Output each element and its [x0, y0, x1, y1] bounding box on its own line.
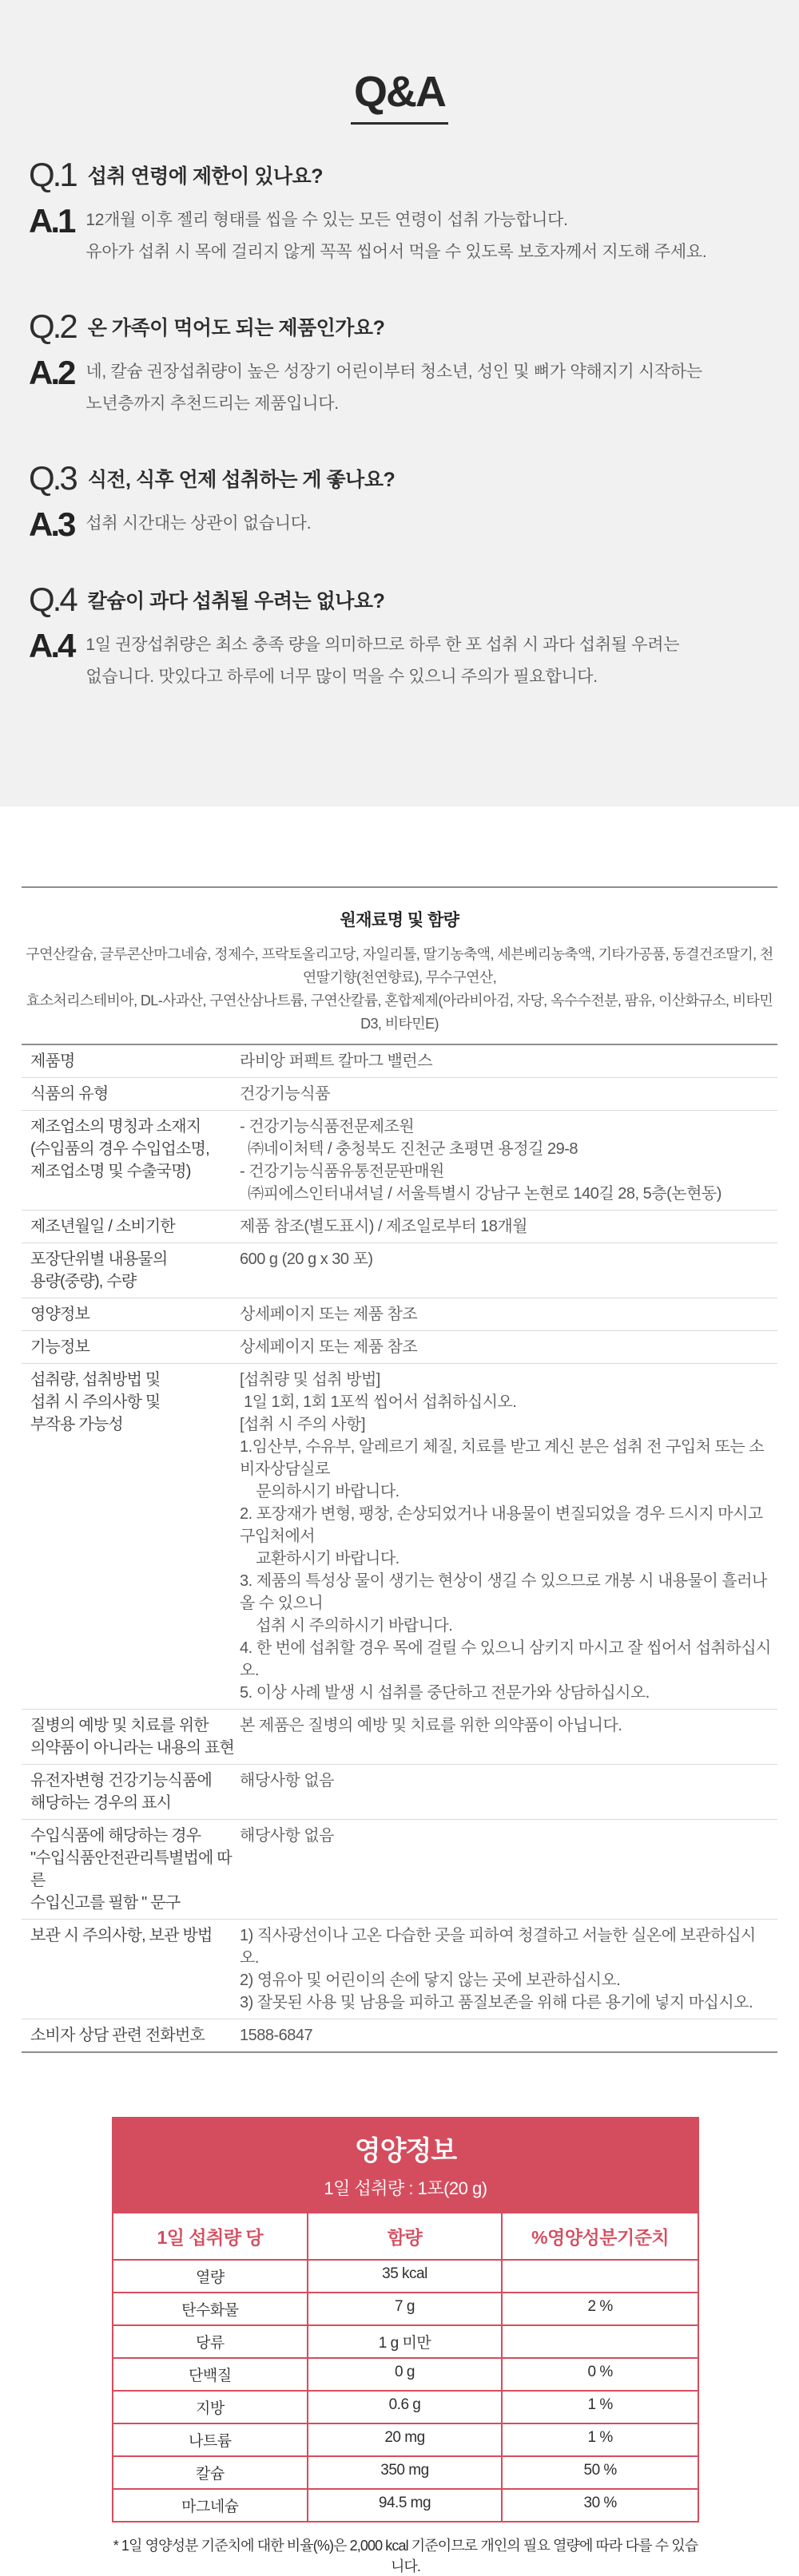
question-text: 섭취 연령에 제한이 있나요? [87, 165, 323, 188]
info-table-row [22, 1243, 777, 1298]
qa-answer-row [29, 629, 775, 693]
product-info-table [22, 1044, 777, 2053]
qa-question-row [29, 308, 775, 345]
info-value-line: 1588-6847 [240, 2027, 313, 2044]
qa-question-row [29, 581, 775, 618]
nutrition-cell-percent: 1 % [503, 2424, 698, 2457]
info-row-value [240, 1825, 777, 1914]
info-label-line: 제조업소명 및 수출국명) [30, 1163, 191, 1180]
nutrition-column-header: 함량 [308, 2213, 503, 2261]
answer-line: 12개월 이후 젤리 형태를 씹을 수 있는 모든 연령이 섭취 가능합니다. [85, 211, 568, 230]
info-table-row [22, 2019, 777, 2051]
info-value-line: ㈜네이처텍 / 충청북도 진천군 초평면 용정길 29-8 [240, 1140, 578, 1158]
info-row-value [240, 1369, 777, 1704]
answer-text [85, 356, 702, 420]
info-label-line: (수입품의 경우 수입업소명, [30, 1140, 209, 1158]
nutrition-cell-amount: 1 g 미만 [308, 2326, 503, 2359]
qa-answer-row [29, 356, 775, 420]
info-label-line: 부작용 가능성 [30, 1416, 123, 1433]
info-value-line: 섭취 시 주의하시기 바랍니다. [240, 1617, 453, 1635]
info-row-label [22, 1825, 240, 1914]
nutrition-header [112, 2117, 699, 2213]
info-value-line: 3. 제품의 특성상 물이 생기는 현상이 생길 수 있으므로 개봉 시 내용물이 흘러나올 수 있으니 [240, 1572, 767, 1612]
nutrition-cell-amount: 7 g [308, 2293, 503, 2326]
info-value-line: 본 제품은 질병의 예방 및 치료를 위한 의약품이 아닙니다. [240, 1717, 622, 1734]
answer-text [85, 508, 311, 540]
info-row-value [240, 1303, 777, 1326]
nutrition-cell-percent [503, 2326, 698, 2359]
info-table-row [22, 1765, 777, 1820]
info-row-value [240, 1116, 777, 1205]
info-label-line: 소비자 상담 관련 전화번호 [30, 2027, 205, 2044]
info-row-label [22, 1215, 240, 1238]
qa-answer-row [29, 204, 775, 268]
question-number: Q.3 [29, 459, 76, 497]
nutrition-cell-name: 칼슘 [113, 2457, 308, 2490]
info-label-line: 제조년월일 / 소비기한 [30, 1218, 175, 1235]
info-row-value [240, 1248, 777, 1293]
nutrition-title: 영양정보 [354, 2136, 457, 2166]
info-label-line: 영양정보 [30, 1306, 90, 1323]
nutrition-table [112, 2213, 699, 2522]
info-value-line: 4. 한 번에 섭취할 경우 목에 걸릴 수 있으니 삼키지 마시고 잘 씹어서 섭취하십시오. [240, 1639, 771, 1679]
info-table-row [22, 1045, 777, 1078]
info-label-line: 유전자변형 건강기능식품에 [30, 1772, 212, 1789]
info-row-label [22, 1248, 240, 1293]
info-value-line: 상세페이지 또는 제품 참조 [240, 1306, 418, 1323]
nutrition-cell-amount: 94.5 mg [308, 2490, 503, 2521]
question-number: Q.4 [29, 581, 76, 619]
qa-question-row [29, 157, 775, 193]
info-label-line: 식품의 유형 [30, 1085, 109, 1103]
info-label-line: 해당하는 경우의 표시 [30, 1794, 172, 1812]
info-row-value [240, 1215, 777, 1238]
info-value-line: 3) 잘못된 사용 및 남용을 피하고 품질보존을 위해 다른 용기에 넣지 마십시오. [240, 1994, 753, 2011]
info-table-row [22, 1920, 777, 2019]
info-row-value [240, 1714, 777, 1759]
nutrition-cell-name: 탄수화물 [113, 2293, 308, 2326]
info-value-line: 2) 영유아 및 어린이의 손에 닿지 않는 곳에 보관하십시오. [240, 1972, 621, 1989]
nutrition-cell-percent: 30 % [583, 2495, 617, 2511]
ingredients-title: 원재료명 및 함량 [340, 911, 459, 929]
info-value-line: [섭취량 및 섭취 방법] [240, 1371, 380, 1389]
answer-text [85, 629, 679, 693]
info-table-row [22, 1111, 777, 1211]
info-label-line: 제품명 [30, 1052, 75, 1070]
info-row-label [22, 1050, 240, 1072]
answer-line: 섭취 시간대는 상관이 없습니다. [85, 514, 312, 533]
info-row-label [22, 1369, 240, 1704]
info-value-line: 문의하시기 바랍니다. [240, 1483, 400, 1500]
info-label-line: 기능정보 [30, 1338, 90, 1356]
nutrition-cell-percent: 50 % [503, 2457, 698, 2490]
question-text: 식전, 식후 언제 섭취하는 게 좋나요? [87, 469, 396, 492]
ingredient-line: 효소처리스테비아, DL-사과산, 구연산삼나트륨, 구연산칼륨, 혼합제제(아라비아검, 자당, 옥수수전분, 팜유, 이산화규소, 비타민D3, 비타민E) [26, 993, 773, 1032]
info-value-line: 라비앙 퍼펙트 칼마그 밸런스 [240, 1052, 433, 1070]
info-value-line: 1) 직사광선이나 고온 다습한 곳을 피하여 청결하고 서늘한 실온에 보관하십시오. [240, 1927, 756, 1967]
answer-text [85, 204, 706, 268]
question-number: Q.1 [29, 156, 76, 194]
question-text: 칼슘이 과다 섭취될 우려는 없나요? [87, 590, 385, 613]
info-table-row [22, 1298, 777, 1331]
info-label-line: 제조업소의 명칭과 소재지 [30, 1118, 201, 1135]
info-table-row [22, 1211, 777, 1243]
info-label-line: 보관 시 주의사항, 보관 방법 [30, 1927, 213, 1944]
info-table-row [22, 1710, 777, 1765]
qa-list [0, 125, 799, 693]
answer-line: 노년층까지 추천드리는 제품입니다. [85, 394, 339, 414]
nutrition-cell-amount: 350 mg [308, 2457, 503, 2490]
nutrition-cell-percent: 2 % [503, 2293, 698, 2326]
info-row-label [22, 1116, 240, 1205]
nutrition-cell-name: 당류 [113, 2326, 308, 2359]
info-row-value [240, 2024, 777, 2047]
info-label-line: 수입신고를 필함 " 문구 [30, 1894, 181, 1912]
answer-number: A.1 [29, 202, 74, 240]
nutrition-footnote: * 1일 영양성분 기준치에 대한 비율(%)은 2,000 kcal 기준이므로 개인의 필요 열량에 따라 다를 수 있습니다. [113, 2538, 698, 2574]
nutrition-column-header: 1일 섭취량 당 [113, 2213, 308, 2261]
answer-line: 1일 권장섭취량은 최소 충족 량을 의미하므로 하루 한 포 섭취 시 과다 섭취될 우려는 [85, 636, 680, 655]
answer-line: 유아가 섭취 시 목에 걸리지 않게 꼭꼭 씹어서 먹을 수 있도록 보호자께서 지도해 주세요. [85, 243, 707, 262]
info-value-line: 해당사항 없음 [240, 1772, 334, 1789]
info-label-line: 포장단위별 내용물의 [30, 1250, 168, 1268]
info-value-line: - 건강기능식품유통전문판매원 [240, 1163, 444, 1180]
info-row-value [240, 1083, 777, 1105]
nutrition-cell-amount: 0.6 g [308, 2392, 503, 2424]
info-row-label [22, 1336, 240, 1358]
nutrition-cell-name: 단백질 [113, 2359, 308, 2392]
nutrition-cell-percent [503, 2261, 698, 2293]
question-number: Q.2 [29, 307, 76, 346]
info-value-line: 2. 포장재가 변형, 팽창, 손상되었거나 내용물이 변질되었을 경우 드시지 마시고 구입처에서 [240, 1505, 767, 1545]
info-value-line: 건강기능식품 [240, 1085, 330, 1103]
qa-section-title: Q&A [354, 68, 445, 116]
info-table-row [22, 1331, 777, 1364]
nutrition-cell-name: 나트륨 [113, 2424, 308, 2457]
info-row-label [22, 2024, 240, 2047]
info-value-line: 1.임산부, 수유부, 알레르기 체질, 치료를 받고 계신 분은 섭취 전 구입처 또는 소비자상담실로 [240, 1438, 765, 1478]
info-value-line: [섭취 시 주의 사항] [240, 1416, 366, 1433]
info-row-label [22, 1083, 240, 1105]
info-table-row [22, 1078, 777, 1111]
info-label-line: "수입식품안전관리특별법에 따른 [30, 1849, 232, 1889]
info-table-row [22, 1364, 777, 1710]
info-value-line: 5. 이상 사례 발생 시 섭취를 중단하고 전문가와 상담하십시오. [240, 1684, 650, 1702]
ingredients-text [22, 943, 777, 1036]
question-text: 온 가족이 먹어도 되는 제품인가요? [87, 317, 385, 340]
nutrition-cell-amount: 0 g [308, 2359, 503, 2392]
answer-line: 없습니다. 맛있다고 하루에 너무 많이 먹을 수 있으니 주의가 필요합니다. [85, 668, 598, 687]
info-value-line: ㈜피에스인터내셔널 / 서울특별시 강남구 논현로 140길 28, 5층(논현동) [240, 1185, 721, 1203]
nutrition-section [112, 2117, 699, 2576]
info-row-value [240, 1924, 777, 2014]
info-value-line: 600 g (20 g x 30 포) [240, 1250, 373, 1268]
info-label-line: 수입식품에 해당하는 경우 [30, 1827, 201, 1845]
info-row-label [22, 1924, 240, 2014]
info-table-row [22, 1820, 777, 1920]
qa-question-row [29, 460, 775, 497]
info-value-line: 제품 참조(별도표시) / 제조일로부터 18개월 [240, 1218, 527, 1235]
info-label-line: 섭취량, 섭취방법 및 [30, 1371, 161, 1389]
qa-section [0, 0, 799, 806]
nutrition-cell-name: 지방 [113, 2392, 308, 2424]
nutrition-cell-name: 열량 [113, 2261, 308, 2293]
info-row-value [240, 1770, 777, 1814]
info-row-label [22, 1770, 240, 1814]
info-row-value [240, 1336, 777, 1358]
info-value-line: 교환하시기 바랍니다. [240, 1550, 400, 1567]
info-label-line: 용량(중량), 수량 [30, 1273, 137, 1290]
nutrition-cell-name: 마그네슘 [113, 2490, 308, 2521]
info-value-line: 해당사항 없음 [240, 1827, 334, 1845]
nutrition-cell-percent: 1 % [503, 2392, 698, 2424]
answer-number: A.3 [29, 505, 74, 544]
qa-answer-row [29, 505, 775, 544]
info-value-line: 1일 1회, 1회 1포씩 씹어서 섭취하십시오. [240, 1393, 517, 1411]
info-row-label [22, 1714, 240, 1759]
nutrition-cell-percent: 0 % [503, 2359, 698, 2392]
info-value-line: 상세페이지 또는 제품 참조 [240, 1338, 418, 1356]
nutrition-column-header: %영양성분기준치 [503, 2213, 698, 2261]
info-label-line: 의약품이 아니라는 내용의 표현 [30, 1739, 235, 1757]
answer-number: A.4 [29, 627, 74, 665]
info-row-value [240, 1050, 777, 1072]
nutrition-cell-amount: 20 mg [308, 2424, 503, 2457]
ingredients-section [22, 886, 777, 1036]
nutrition-cell-amount: 35 kcal [308, 2261, 503, 2293]
info-label-line: 질병의 예방 및 치료를 위한 [30, 1717, 209, 1734]
info-value-line: - 건강기능식품전문제조원 [240, 1118, 415, 1135]
answer-line: 네, 칼슘 권장섭취량이 높은 성장기 어린이부터 청소년, 성인 및 뼈가 약해지기 시작하는 [85, 363, 702, 382]
ingredient-line: 구연산칼슘, 글루콘산마그네슘, 정제수, 프락토올리고당, 자일리톨, 딸기농축액, 세븐베리농축액, 기타가공품, 동결건조딸기, 천연딸기향(천연향료), 무수구연산, [26, 946, 773, 985]
nutrition-subtitle: 1일 섭취량 : 1포(20 g) [324, 2178, 487, 2198]
answer-number: A.2 [29, 354, 74, 392]
info-row-label [22, 1303, 240, 1326]
info-label-line: 섭취 시 주의사항 및 [30, 1393, 161, 1411]
